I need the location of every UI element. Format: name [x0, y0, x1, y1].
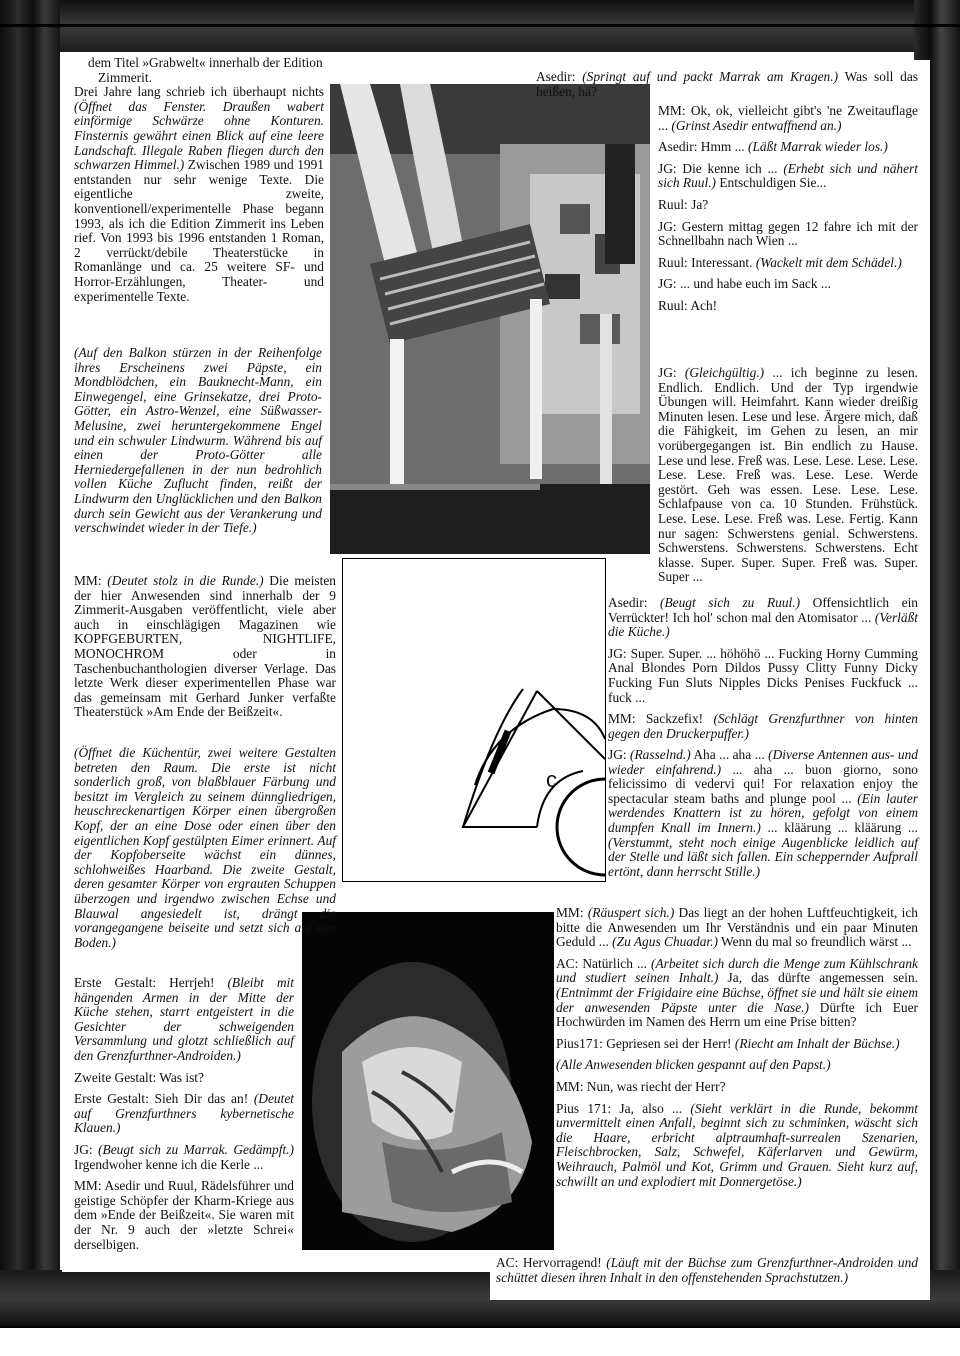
- intro-stage-direction: (Öffnet das Fenster. Draußen wabert einförmige Schwärze ohne Konturen. Finsternis gewährt einen Blick auf eine leere Landschaft. Illegale Raben fliegen durch den schwarzen Himmel.): [74, 98, 324, 173]
- ac-hervorragend: AC: Hervorragend!: [496, 1255, 607, 1270]
- jg-rasselnd-b: Aha ... aha ...: [690, 747, 769, 762]
- asedir-atom-stage-2: (Verläßt die Küche.): [608, 609, 918, 640]
- asedir-atom-stage: (Beugt sich zu Ruul.): [660, 595, 801, 610]
- left-dialogue: [74, 976, 294, 1259]
- jg-lese-text: ... ich beginne zu lesen. Endlich. Endlich. Und der Typ irgendwie Übungen will. Heimfahrt. Kann wieder dreißig Minuten lesen. Lese und lese. Ärgere mich, daß die Fähigkeit, im Gehen zu lesen, an mir vorübergegangen ist. Bin endlich zu Hause. Lese und lese. Freß was. Lese. Lese. Lese. Lese. Lese. Lese. Freß was. Lese. Lese. Werde gestört. Geh was essen. Lese. Lese. Lese. Schlafpause von ca. 10 Stunden. Frühstück. Lese. Lese. Lese. Freß was. Lese. Fertig. Kann nur sagen: Schwerstens genial. Schwerstens. Schwerstens. Schwerstens. Schwerstens. Echt klasse. Super. Super. Super. Freß was. Super. Super ...: [658, 365, 919, 585]
- right-dialogue-1: [658, 104, 918, 321]
- mm-raeuspert-b: Das liegt an der hohen Luftfeuchtigkeit, ich bitte die Anwesenden um Ihr Verständnis und ein paar Minuten Geduld ...: [556, 905, 918, 950]
- ac-natuerlich-c: Dürfte ich Euer Hochwürden im Namen des Herrn um eine Prise bitten?: [556, 999, 918, 1030]
- stage-direction-kitchen: (Öffnet die Küchentür, zwei weitere Gestalten betreten den Raum. Die erste ist nicht sonderlich groß, von blaßblauer Färbung und besitzt im Vergleich zu seinem dünngliedrigen, heuschreckenartigen Körper einen übergroßen Kopf, der an eine Dose oder einen über den eigentlichen Kopf gestülpten Eimer erinnert. Auf der Kopfoberseite wächst ein dünnes, schlohweißes Haarband. Die zweite Gestalt, deren gesamter Körper von ergrauten Schuppen überzogen und irgendwo zwischen Echse und Blauwal angesiedelt ist, drängt die vorangegangene beiseite und setzt sich auf den Boden.): [74, 745, 336, 950]
- frame-bottom-line: [0, 1326, 960, 1328]
- ac-natuerlich: AC: Natürlich ...: [556, 955, 652, 971]
- mm-text: Die meisten der hier Anwesenden sind innerhalb der 9 Zimmerit-Ausgaben veröffentlicht, viele aber auch in einschlägigen Magazinen wie KOPFGEBURTEN, NIGHTLIFE, MONOCHROM oder in Taschenbuchanthologien diverser Verlage. Das letzte Werk dieser experimentellen Phase war das gemeinsam mit Gerhard Junker verfaßte Theaterstück »Am Ende der Beißzeit«.: [74, 573, 336, 720]
- intro-text-a: Drei Jahre lang schrieb ich überhaupt nichts: [74, 84, 324, 100]
- right-dialogue-2: [608, 596, 918, 748]
- mm-asedir-ruul: MM: Asedir und Ruul, Rädelsführer und geistige Schöpfer der Kharm-Kriege aus dem »Ende der Beißzeit«. Sie waren mit der Nr. 9 auch der »letzte Schrei« derselbigen.: [74, 1178, 294, 1252]
- mm-zweitauflage-stage: (Grinst Asedir entwaffnend an.): [671, 117, 842, 133]
- erste-gestalt-stage: (Bleibt mit hängenden Armen in der Mitte der Küche stehen, starrt entgeistert in die Gesichter der schweigenden Versammlung und glotzt schließlich auf den Grenzfurthner-Androiden.): [74, 975, 294, 1063]
- jg-rasselnd-wrapper: [498, 748, 918, 879]
- jg-rasselnd-stage-4: (Verstummt, steht noch einige Augenblicke leidlich auf der Stelle und läßt sich fallen. Ein scheppernder Aufprall ertönt, dann herrscht Stille.): [608, 834, 918, 879]
- jg-lese-speaker: JG:: [658, 365, 685, 380]
- jg-kenne: JG: Die kenne ich ...: [658, 160, 784, 176]
- pius-ja-also: Pius 171: Ja, also ...: [556, 1100, 691, 1116]
- mm-statement: [74, 574, 336, 727]
- ruul-ja: Ruul: Ja?: [658, 196, 709, 212]
- asedir-text: Was soll das heißen, hä?: [536, 69, 918, 99]
- mm-raeuspert: MM:: [556, 905, 588, 920]
- mm-sackzefix-stage: (Schlägt Grenzfurthner von hinten gegen den Druckerpuffer.): [608, 711, 918, 741]
- page-margin-bottom: [0, 1328, 960, 1356]
- asedir-atom: Asedir:: [608, 595, 661, 610]
- mm-zweitauflage: MM: Ok, ok, vielleicht gibt's 'ne Zweitauflage ...: [658, 103, 918, 133]
- jg-rasselnd-stage: (Rasselnd.): [630, 747, 691, 762]
- erste-gestalt-2-speaker: Erste Gestalt: Sieh Dir das an!: [74, 1091, 254, 1107]
- jg-rasselnd: JG:: [608, 747, 631, 762]
- stage-direction-balcony: (Auf den Balkon stürzen in der Reihenfolge ihres Erscheinens zwei Päpste, ein Mondblödchen, ein Bauknecht-Mann, ein Einwegengel, eine Grinsekatze, drei Proto-Götter, ein Astro-Wenzel, eine Süßwasser-Melusine, zwei heruntergekommene Engel und ein schwuler Lindwurm. Während bis auf einen der Proto-Götter alle Herniedergefallenen in der nun bedrohlich vollen Küche Zuflucht finden, reißt der Lindwurm den Unglücklichen und den Balkon durch sein Gewicht aus der Verankerung und verschwindet wieder in der Tiefe.): [74, 345, 322, 536]
- erste-gestalt-2-stage: (Deutet auf Grenzfurthners kybernetische Klauen.): [74, 1091, 294, 1136]
- asedir-speaker: Asedir:: [536, 69, 583, 84]
- asedir-hmm: Asedir: Hmm ...: [658, 139, 749, 155]
- intro-heading-line-2: Zimmerit.: [98, 69, 152, 85]
- pius-gepriesen: Pius171: Gepriesen sei der Herr!: [556, 1035, 735, 1051]
- jg-rasselnd-stage-2: (Diverse Antennen aus- und wieder einfahrend.): [608, 747, 918, 777]
- mm-stage: (Deutet stolz in die Runde.): [107, 573, 264, 588]
- mm-raeuspert-c: Wenn du mal so freundlich wärst ...: [717, 934, 912, 950]
- ac-natuerlich-stage: (Arbeitet sich durch die Menge zum Kühlschrank und studiert seinen Inhalt.): [556, 955, 918, 986]
- jg-gestern: JG: Gestern mittag gegen 12 fahre ich mit der Schnellbahn nach Wien ...: [658, 218, 918, 249]
- balcony-stage-direction: [74, 346, 322, 543]
- jg-lese-wrapper: [498, 366, 918, 585]
- ac-natuerlich-stage-2: (Entnimmt der Frigidaire eine Büchse, öffnet sie und hält sie einem der anwesenden Päpste unter die Nase.): [556, 984, 918, 1015]
- ruul-interessant-stage: (Wackelt mit dem Schädel.): [755, 254, 902, 270]
- mm-speaker: MM:: [74, 573, 108, 588]
- ac-hervorragend-stage: (Läuft mit der Büchse zum Grenzfurthner-Androiden und schüttet diesen ihren Inhalt in den offenstehenden Sprachstutzen.): [496, 1255, 918, 1285]
- jg-lese-stage: (Gleichgültig.): [684, 365, 765, 380]
- jg-rasselnd-d: ... kläärung ... kläärung ...: [760, 819, 918, 835]
- asedir-atom-text: Offensichtlich ein Verrückter! Ich hol' schon mal den Atomisator ...: [608, 595, 918, 625]
- jg-sack: JG: ... und habe euch im Sack ...: [658, 276, 831, 292]
- ruul-ach: Ruul: Ach!: [658, 297, 718, 313]
- erste-gestalt-speaker: Erste Gestalt: Herrjeh!: [74, 975, 228, 990]
- asedir-hmm-stage: (Läßt Marrak wieder los.): [748, 139, 888, 155]
- intro-text-b: Zwischen 1989 und 1991 entstanden nur sehr wenige Texte. Die eigentliche zweite, konventionell/experimentelle Phase begann 1993, als ich die Edition Zimmerit ins Leben rief. Von 1993 bis 1996 entstanden 1 Roman, 2 verrückt/debile Theaterstücke in Romanlänge und ca. 25 weitere SF- und Horror-Erzählungen, Theater- und experimentelle Texte.: [74, 157, 324, 304]
- jg-rasselnd-stage-3: (Ein lauter werdendes Knattern ist zu hören, gefolgt von einem dumpfen Knall im Innern.): [608, 790, 919, 835]
- mm-raeuspert-stage: (Räuspert sich.): [587, 905, 675, 920]
- diagram-letter: c: [546, 767, 557, 792]
- pius-ja-also-stage: (Sieht verklärt in die Runde, bekommt unvermittelt einen Anfall, beginnt sich zu schminken, wäscht sich die Haare, erbricht alptraumhaft-surrealen Szenarien, Fleischbrocken, Salz, Schwefel, Käferlarven und Gewürm, Weihrauch, Palmöl und Kot, Grimm und Grauen. Sieht kurz auf, schwillt an und explodiert mit Donnergetöse.): [556, 1100, 919, 1189]
- mm-riecht: MM: Nun, was riecht der Herr?: [556, 1078, 726, 1094]
- jg-text: Irgendwoher kenne ich die Kerle ...: [74, 1156, 264, 1172]
- zweite-gestalt-line: Zweite Gestalt: Was ist?: [74, 1069, 204, 1085]
- intro-heading-line: dem Titel »Grabwelt« innerhalb der Edition: [88, 55, 323, 70]
- jg-rasselnd-c: ... aha ... buon giorno, sono felicissimo di vedervi qui! For relaxation enjoy the spectacular steam baths and plunge pool ...: [608, 761, 918, 806]
- mm-raeuspert-stage-2: (Zu Agus Chuadar.): [612, 934, 718, 950]
- jg-stage: (Beugt sich zu Marrak. Gedämpft.): [98, 1141, 295, 1157]
- scan-border-left: [0, 0, 60, 1330]
- bottom-photo: [302, 912, 554, 1250]
- jg-kenne-b: Entschuldigen Sie...: [716, 175, 827, 191]
- right-dialogue-5: [496, 1256, 918, 1292]
- right-dialogue-lese: [498, 366, 918, 592]
- mm-sackzefix: MM: Sackzefix!: [608, 711, 714, 727]
- right-dialogue-3: [498, 748, 918, 886]
- ruul-interessant: Ruul: Interessant.: [658, 254, 756, 270]
- kitchen-stage-direction: [74, 746, 336, 957]
- jg-kenne-stage: (Erhebt sich und nähert sich Ruul.): [658, 160, 918, 191]
- jg-speaker: JG:: [74, 1141, 99, 1157]
- right-dialogue-4: [556, 906, 918, 1196]
- intro-text: [74, 56, 324, 311]
- jg-super: JG: Super. Super. ... höhöhö ... Fucking Horny Cumming Anal Blondes Porn Dildos Pussy Clitty Funny Dicky Fucking Fun Sluts Nipples Dicks Penises Fuckfuck ... fuck ...: [608, 645, 918, 705]
- asedir-stage: (Springt auf und packt Marrak am Kragen.): [582, 69, 839, 84]
- ac-natuerlich-b: Ja, das dürfte angemessen sein.: [718, 970, 918, 986]
- right-top-dialogue: [536, 70, 918, 106]
- pius-gepriesen-stage: (Riecht am Inhalt der Büchse.): [734, 1035, 900, 1051]
- alle-anwesenden: (Alle Anwesenden blicken gespannt auf den Papst.): [556, 1057, 831, 1073]
- frame-top-line: [0, 24, 960, 27]
